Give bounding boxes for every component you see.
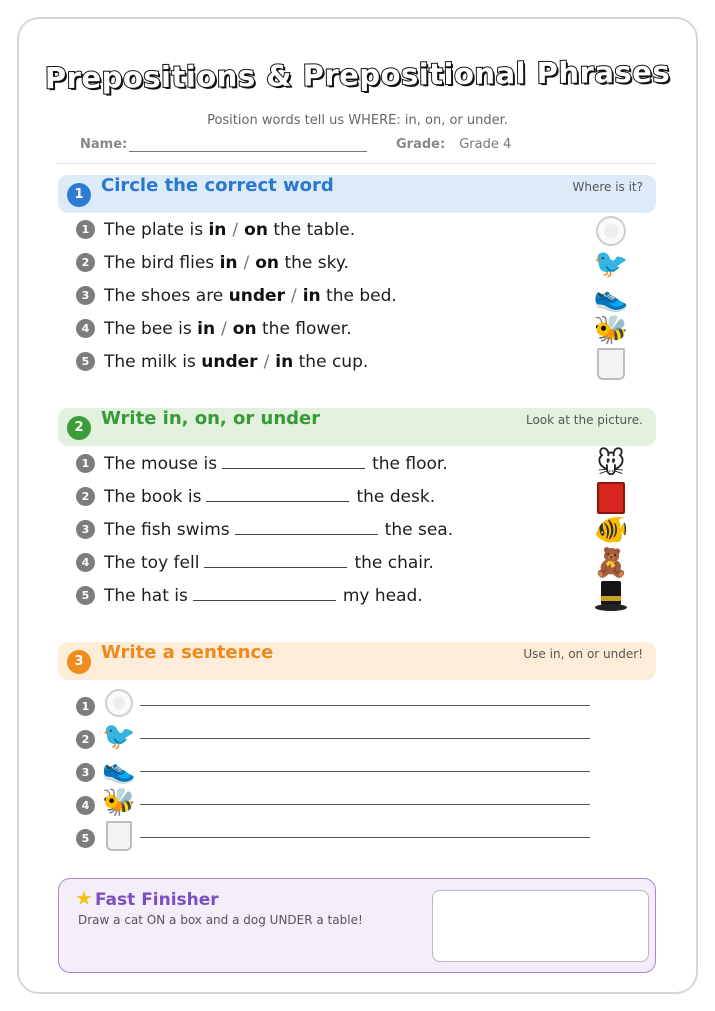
item-text: The book is <box>104 487 202 507</box>
fast-finisher-box <box>58 878 656 973</box>
grade-value: Grade 4 <box>459 137 512 152</box>
item-text: The mouse is <box>104 454 218 474</box>
item-text: the flower. <box>262 319 352 339</box>
drawing-area[interactable] <box>432 890 649 962</box>
top-hat-icon <box>592 579 630 613</box>
plate-icon <box>592 214 630 248</box>
answer-blank[interactable] <box>235 519 378 535</box>
section-2-title: Write in, on, or under <box>101 408 321 429</box>
item-text: the sea. <box>384 520 454 540</box>
item-text: my head. <box>342 586 423 606</box>
item-text: The bird flies <box>104 253 215 273</box>
item-number: 3 <box>76 286 95 305</box>
item-number: 5 <box>76 829 95 848</box>
s2-item <box>76 486 435 510</box>
option-word[interactable]: on <box>244 220 268 240</box>
option-word[interactable]: in <box>208 220 227 240</box>
section-3-hint: Use in, on or under! <box>523 647 643 661</box>
teddy-bear-icon: 🧸 <box>593 546 629 579</box>
option-word[interactable]: under <box>201 352 258 372</box>
grade-label: Grade: <box>396 137 446 152</box>
section-1-hint: Where is it? <box>572 180 643 194</box>
slash: / <box>263 352 270 372</box>
item-number: 2 <box>76 730 95 749</box>
item-text: The plate is <box>104 220 204 240</box>
fish-icon: 🐠 <box>593 513 629 546</box>
section-2-header <box>58 408 656 446</box>
item-number: 2 <box>76 487 95 506</box>
fast-finisher-label: Fast Finisher <box>94 890 219 910</box>
sentence-line[interactable] <box>140 738 590 739</box>
sentence-line[interactable] <box>140 705 590 706</box>
option-word[interactable]: on <box>232 319 257 339</box>
item-number: 1 <box>76 454 95 473</box>
item-text: the table. <box>273 220 356 240</box>
milk-icon <box>101 819 137 853</box>
bee-icon: 🐝 <box>593 313 629 346</box>
s1-item <box>76 352 368 376</box>
item-text: The toy fell <box>104 553 200 573</box>
option-word[interactable]: on <box>255 253 280 273</box>
section-3-title: Write a sentence <box>101 642 274 663</box>
option-word[interactable]: in <box>219 253 238 273</box>
item-text: the sky. <box>284 253 349 273</box>
item-number: 5 <box>76 586 95 605</box>
fast-finisher-title <box>75 886 219 910</box>
item-number: 4 <box>76 319 95 338</box>
section-2-hint: Look at the picture. <box>525 413 643 427</box>
s2-item <box>76 519 453 543</box>
page-title: Prepositions & Prepositional Phrases <box>44 54 671 96</box>
item-text: The milk is <box>104 352 196 372</box>
item-number: 1 <box>76 220 95 239</box>
mouse-icon: 🐭 <box>596 447 626 480</box>
name-field[interactable] <box>80 137 367 152</box>
item-number: 1 <box>76 697 95 716</box>
item-number: 4 <box>76 553 95 572</box>
s1-item <box>76 286 397 310</box>
section-2-number: 2 <box>67 416 91 440</box>
item-text: The fish swims <box>104 520 230 540</box>
section-1-title: Circle the correct word <box>101 175 334 196</box>
book-icon <box>592 480 630 514</box>
s2-item <box>76 552 434 576</box>
answer-blank[interactable] <box>193 585 336 601</box>
slash: / <box>290 286 297 306</box>
shoe-icon: 👟 <box>593 280 629 313</box>
item-number: 5 <box>76 352 95 371</box>
bee-icon: 🐝 <box>102 787 136 818</box>
section-1-number: 1 <box>67 183 91 207</box>
plate-icon <box>101 687 137 721</box>
s2-item <box>76 585 423 609</box>
slash: / <box>243 253 250 273</box>
s1-item <box>76 220 355 244</box>
milk-icon <box>592 346 630 380</box>
header-divider <box>57 163 656 164</box>
option-word[interactable]: in <box>197 319 216 339</box>
item-text: The bee is <box>104 319 192 339</box>
section-1-header <box>58 175 656 213</box>
slash: / <box>232 220 239 240</box>
grade-field <box>396 137 511 152</box>
item-number: 4 <box>76 796 95 815</box>
sentence-line[interactable] <box>140 771 590 772</box>
star-icon: ★ <box>75 886 93 910</box>
item-text: the floor. <box>372 454 448 474</box>
item-text: the desk. <box>356 487 436 507</box>
page-subtitle: Position words tell us WHERE: in, on, or under. <box>207 113 508 128</box>
item-text: The shoes are <box>104 286 224 306</box>
answer-blank[interactable] <box>222 453 365 469</box>
slash: / <box>221 319 227 339</box>
bird-icon: 🐦 <box>593 247 629 280</box>
item-text: the bed. <box>326 286 397 306</box>
item-number: 3 <box>76 520 95 539</box>
s1-item <box>76 253 349 277</box>
item-text: the cup. <box>298 352 369 372</box>
sentence-line[interactable] <box>140 804 590 805</box>
answer-blank[interactable] <box>206 486 349 502</box>
item-number: 3 <box>76 763 95 782</box>
option-word[interactable]: in <box>275 352 294 372</box>
section-3-header <box>58 642 656 680</box>
bird-icon: 🐦 <box>102 721 136 752</box>
sentence-line[interactable] <box>140 837 590 838</box>
name-label: Name: <box>80 137 128 152</box>
option-word[interactable]: in <box>302 286 321 306</box>
s2-item <box>76 453 448 477</box>
item-text: The hat is <box>104 586 188 606</box>
fast-finisher-text: Draw a cat ON a box and a dog UNDER a table! <box>78 913 363 927</box>
shoe-icon: 👟 <box>102 754 136 785</box>
answer-blank[interactable] <box>204 552 347 568</box>
section-3-number: 3 <box>67 650 91 674</box>
name-line[interactable] <box>129 138 367 152</box>
item-number: 2 <box>76 253 95 272</box>
option-word[interactable]: under <box>228 286 285 306</box>
item-text: the chair. <box>354 553 434 573</box>
s1-item <box>76 319 352 343</box>
